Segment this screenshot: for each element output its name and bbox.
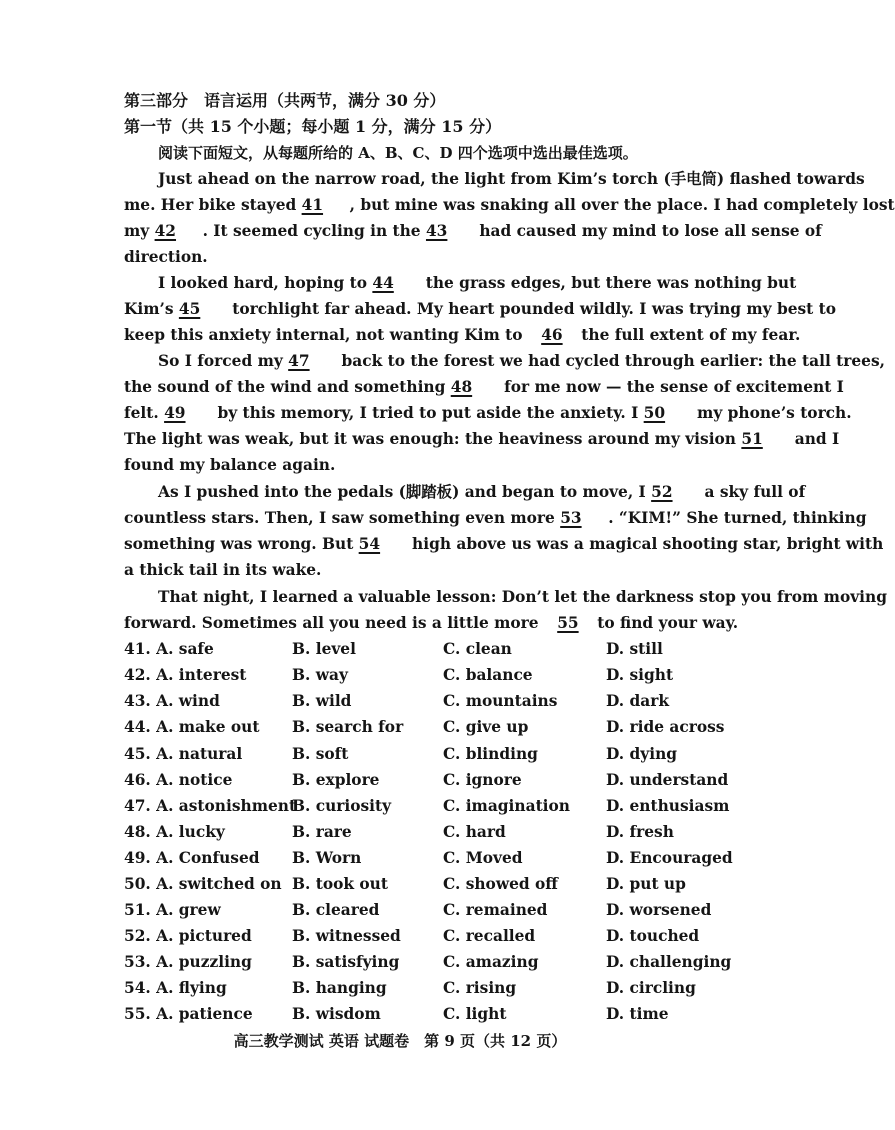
option-a: 47. A. astonishment [124, 797, 297, 815]
option-c: C. light [443, 1005, 507, 1023]
option-d: D. touched [606, 927, 700, 945]
option-a: 48. A. lucky [124, 823, 225, 841]
option-a: 53. A. puzzling [124, 953, 252, 971]
option-c: C. amazing [443, 953, 539, 971]
blank-46: 46 [541, 326, 563, 344]
option-d: D. dying [606, 745, 678, 763]
option-d: D. put up [606, 875, 686, 893]
passage-line: direction. [124, 248, 208, 266]
blank-55: 55 [557, 614, 579, 632]
passage-line: That night, I learned a valuable lesson: Don’t let the darkness stop you from moving [158, 588, 887, 606]
option-b: B. cleared [292, 901, 380, 919]
option-c: C. give up [443, 718, 529, 736]
blank-42: 42 [154, 222, 177, 240]
blank-45: 45 [178, 300, 201, 318]
option-d: D. Encouraged [606, 849, 733, 867]
option-b: B. rare [292, 823, 352, 841]
passage-line: So I forced my 47 back to the forest we had cycled through earlier: the tall trees, [158, 352, 885, 370]
option-b: B. witnessed [292, 927, 401, 945]
subsection-title: 第一节（共 15 个小题；每小题 1 分，满分 15 分） [124, 117, 502, 136]
option-b: B. wisdom [292, 1005, 381, 1023]
option-d: D. sight [606, 666, 674, 684]
passage-line: countless stars. Then, I saw something even more 53 . “KIM!” She turned, thinking [124, 509, 867, 527]
option-a: 54. A. flying [124, 979, 227, 997]
passage-line: forward. Sometimes all you need is a little more 55 to find your way. [124, 614, 739, 632]
option-d: D. ride across [606, 718, 725, 736]
option-b: B. hanging [292, 979, 387, 997]
option-c: C. showed off [443, 875, 558, 893]
passage-line: something was wrong. But 54 high above us was a magical shooting star, bright with [124, 535, 884, 553]
option-d: D. time [606, 1005, 669, 1023]
passage-line: keep this anxiety internal, not wanting Kim to 46 the full extent of my fear. [124, 326, 801, 344]
blank-41: 41 [301, 196, 324, 214]
option-a: 41. A. safe [124, 640, 214, 658]
instruction: 阅读下面短文，从每题所给的 A、B、C、D 四个选项中选出最佳选项。 [158, 144, 638, 162]
option-a: 55. A. patience [124, 1005, 253, 1023]
option-b: B. soft [292, 745, 349, 763]
option-c: C. imagination [443, 797, 570, 815]
option-c: C. mountains [443, 692, 558, 710]
passage-line: a thick tail in its wake. [124, 561, 322, 579]
passage-line: As I pushed into the pedals (脚踏板) and began to move, I 52 a sky full of [158, 483, 806, 501]
page-footer: 高三教学测试 英语 试题卷 第 9 页（共 12 页） [233, 1032, 567, 1050]
passage-line: felt. 49 by this memory, I tried to put aside the anxiety. I 50 my phone’s torch. [124, 404, 852, 422]
option-d: D. still [606, 640, 663, 658]
option-b: B. Worn [292, 849, 362, 867]
blank-54: 54 [358, 535, 381, 553]
passage-line: Just ahead on the narrow road, the light from Kim’s torch (手电筒) flashed towards [158, 170, 865, 188]
option-d: D. worsened [606, 901, 712, 919]
blank-44: 44 [372, 274, 394, 292]
blank-47: 47 [288, 352, 310, 370]
option-c: C. clean [443, 640, 512, 658]
option-a: 52. A. pictured [124, 927, 252, 945]
option-c: C. rising [443, 979, 517, 997]
option-d: D. dark [606, 692, 670, 710]
blank-48: 48 [450, 378, 473, 396]
option-c: C. Moved [443, 849, 523, 867]
passage-line: The light was weak, but it was enough: the heaviness around my vision 51 and I [124, 430, 840, 448]
option-c: C. remained [443, 901, 548, 919]
passage-line: my 42 . It seemed cycling in the 43 had caused my mind to lose all sense of [124, 222, 822, 240]
blank-51: 51 [741, 430, 763, 448]
option-d: D. enthusiasm [606, 797, 730, 815]
blank-52: 52 [651, 483, 673, 501]
option-b: B. explore [292, 771, 380, 789]
blank-43: 43 [425, 222, 448, 240]
option-d: D. understand [606, 771, 729, 789]
option-a: 44. A. make out [124, 718, 260, 736]
option-b: B. satisfying [292, 953, 400, 971]
blank-49: 49 [164, 404, 186, 422]
blank-53: 53 [560, 509, 582, 527]
passage-line: found my balance again. [124, 456, 336, 474]
option-a: 42. A. interest [124, 666, 247, 684]
option-b: B. wild [292, 692, 352, 710]
option-b: B. search for [292, 718, 404, 736]
option-b: B. way [292, 666, 348, 684]
passage-line: Kim’s 45 torchlight far ahead. My heart pounded wildly. I was trying my best to [124, 300, 837, 318]
option-b: B. took out [292, 875, 388, 893]
option-a: 51. A. grew [124, 901, 221, 919]
option-a: 50. A. switched on [124, 875, 282, 893]
option-c: C. balance [443, 666, 533, 684]
option-b: B. level [292, 640, 356, 658]
option-c: C. blinding [443, 745, 538, 763]
option-a: 46. A. notice [124, 771, 233, 789]
passage-line: I looked hard, hoping to 44 the grass edges, but there was nothing but [158, 274, 797, 292]
option-d: D. challenging [606, 953, 732, 971]
blank-50: 50 [643, 404, 666, 422]
option-a: 45. A. natural [124, 745, 243, 763]
option-c: C. recalled [443, 927, 536, 945]
option-a: 43. A. wind [124, 692, 220, 710]
option-c: C. ignore [443, 771, 522, 789]
option-d: D. fresh [606, 823, 674, 841]
option-d: D. circling [606, 979, 696, 997]
section-title: 第三部分 语言运用（共两节，满分 30 分） [124, 91, 446, 110]
option-b: B. curiosity [292, 797, 392, 815]
option-c: C. hard [443, 823, 506, 841]
option-a: 49. A. Confused [124, 849, 260, 867]
passage-line: the sound of the wind and something 48 for me now — the sense of excitement I [124, 378, 844, 396]
passage-line: me. Her bike stayed 41 , but mine was snaking all over the place. I had completely lost [124, 196, 895, 214]
